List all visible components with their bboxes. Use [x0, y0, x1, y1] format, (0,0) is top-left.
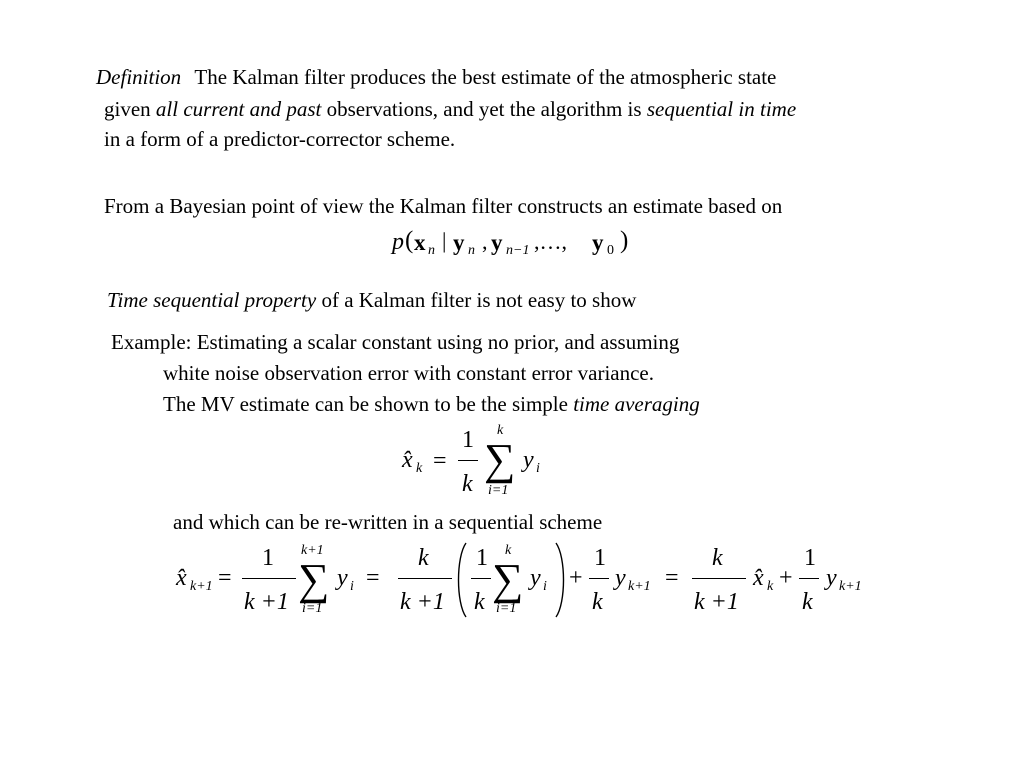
- f2-s2-top: k: [505, 543, 512, 558]
- example-line-3-em: time averaging: [573, 392, 700, 416]
- example-line-1: Example: Estimating a scalar constant using no prior, and assuming: [111, 330, 680, 354]
- f2-f6-num: 1: [804, 545, 816, 571]
- f2-f4-num: 1: [594, 545, 606, 571]
- formula-sequential: [174, 538, 874, 622]
- f2-f5-den: k +1: [694, 589, 739, 615]
- f1-term: y: [523, 447, 534, 473]
- f2-f2-num: k: [418, 545, 429, 571]
- f2-f6-den: k: [802, 589, 813, 615]
- rewrite-line: and which can be re-written in a sequential scheme: [173, 510, 603, 534]
- definition-line-2: [104, 99, 796, 120]
- bayesian-formula: [392, 228, 652, 262]
- definition-line-1-text: The Kalman filter produces the best estimate of the atmospheric state: [194, 65, 777, 89]
- f2-s1-bottom: i=1: [302, 601, 323, 616]
- formula-y-n: y: [453, 230, 465, 255]
- formula-x-sub: n: [428, 243, 435, 258]
- f2-s1-top: k+1: [301, 543, 324, 558]
- definition-line-2-em2: sequential in time: [646, 97, 797, 121]
- formula-x: x: [414, 230, 426, 255]
- formula-given-bar: |: [442, 228, 447, 253]
- f2-s2-bottom: i=1: [496, 601, 517, 616]
- formula-close-paren: ): [620, 227, 629, 254]
- f2-f2-bar: [398, 578, 452, 579]
- definition-line-2-pre: given: [104, 97, 156, 121]
- formula-comma: ,: [482, 229, 488, 254]
- property-rest: of a Kalman filter is not easy to show: [316, 288, 637, 312]
- definition-label: Definition: [96, 65, 182, 89]
- definition-line-3: in a form of a predictor-corrector scheme.: [104, 127, 456, 151]
- f2-t1: y: [337, 565, 348, 591]
- example-line-2: white noise observation error with constant error variance.: [163, 361, 654, 385]
- formula-dots: ,…,: [534, 229, 567, 254]
- f2-f1-den: k +1: [244, 589, 289, 615]
- f1-lhs: x̂: [402, 447, 413, 473]
- f2-t2-sub: i: [543, 579, 547, 594]
- f2-eq1: =: [218, 565, 232, 591]
- f2-lhs: x̂: [176, 565, 187, 591]
- f1-fraction-bar: [458, 460, 478, 461]
- f2-f3-den: k: [474, 589, 485, 615]
- f2-t5-sub: k+1: [839, 579, 862, 594]
- f2-f3-num: 1: [476, 545, 488, 571]
- f2-plus2: +: [779, 565, 793, 591]
- f2-t3: y: [615, 565, 626, 591]
- f2-right-big-paren: [554, 542, 568, 618]
- definition-line-1: [96, 67, 776, 88]
- formula-y-n-1: y: [491, 230, 503, 255]
- f2-f2-den: k +1: [400, 589, 445, 615]
- f2-t3-sub: k+1: [628, 579, 651, 594]
- example-line-3: [163, 394, 700, 415]
- f2-eq2: =: [366, 565, 380, 591]
- f2-s2: ∑: [492, 555, 524, 604]
- property-line: [107, 290, 636, 311]
- f2-f1-bar: [242, 578, 296, 579]
- formula-y-0: y: [592, 230, 604, 255]
- definition-line-2-mid: observations, and yet the algorithm is: [321, 97, 647, 121]
- definition-line-2-em: all current and past: [155, 97, 322, 121]
- f2-lhs-sub: k+1: [190, 579, 213, 594]
- f2-f5-bar: [692, 578, 746, 579]
- formula-time-average: [400, 422, 560, 504]
- f2-f4-bar: [589, 578, 609, 579]
- formula-y-n-sub: n: [468, 243, 475, 258]
- f1-sum-top: k: [497, 423, 504, 438]
- bayesian-text: From a Bayesian point of view the Kalman filter constructs an estimate based on: [104, 194, 783, 218]
- f2-t1-sub: i: [350, 579, 354, 594]
- f1-numerator: 1: [462, 427, 474, 453]
- formula-y-n-1-sub: n−1: [506, 243, 530, 258]
- property-em: Time sequential property: [107, 288, 317, 312]
- formula-p: p: [392, 229, 404, 255]
- f2-f1-num: 1: [262, 545, 274, 571]
- example-line-3-pre: The MV estimate can be shown to be the simple: [163, 392, 574, 416]
- f2-t5: y: [826, 565, 837, 591]
- f2-eq3: =: [665, 565, 679, 591]
- f1-equals: =: [433, 448, 447, 474]
- f1-sigma: ∑: [484, 435, 516, 484]
- f2-t4: x̂: [753, 565, 764, 591]
- f1-term-sub: i: [536, 461, 540, 476]
- f1-lhs-sub: k: [416, 461, 423, 476]
- f2-f6-bar: [799, 578, 819, 579]
- f2-s1: ∑: [298, 555, 330, 604]
- f2-t4-sub: k: [767, 579, 774, 594]
- f2-f4-den: k: [592, 589, 603, 615]
- f2-plus1: +: [569, 565, 583, 591]
- formula-y-0-sub: 0: [607, 243, 614, 258]
- f2-t2: y: [530, 565, 541, 591]
- f1-denominator: k: [462, 471, 473, 497]
- f1-sum-bottom: i=1: [488, 483, 509, 498]
- formula-open-paren: (: [405, 227, 414, 254]
- f2-f5-num: k: [712, 545, 723, 571]
- f2-f3-bar: [471, 578, 491, 579]
- f2-left-big-paren: [454, 542, 468, 618]
